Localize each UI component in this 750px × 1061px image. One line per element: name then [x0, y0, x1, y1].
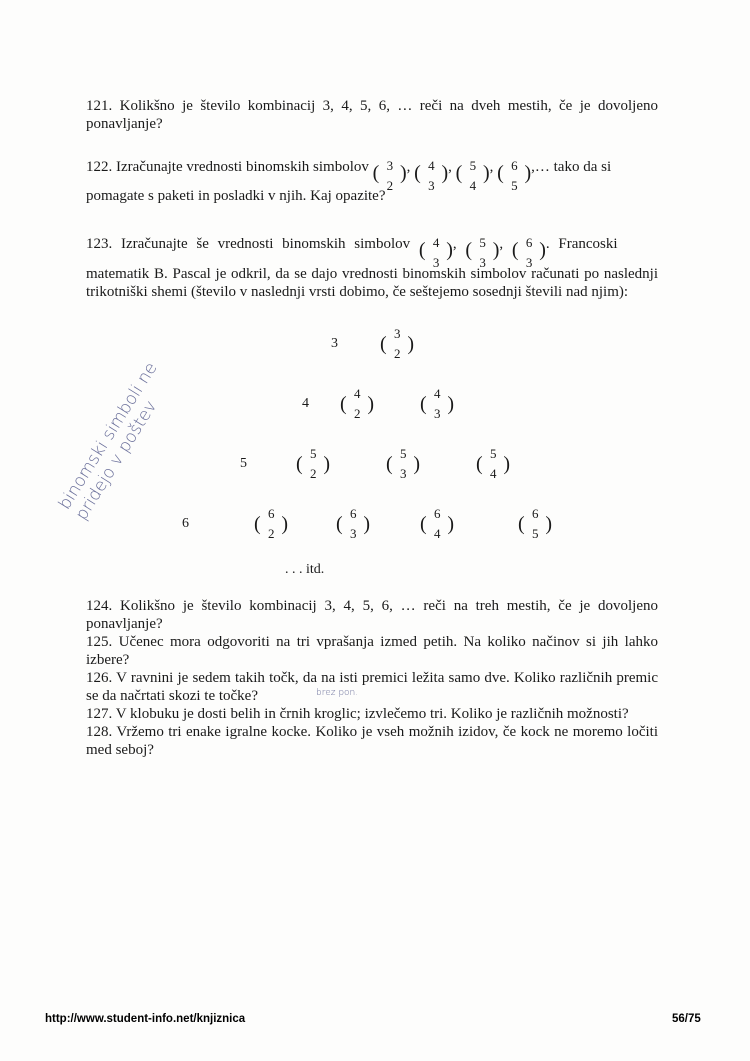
triangle-row-label: 3 — [331, 336, 338, 351]
binom-k: 4 — [469, 177, 477, 193]
binom-n: 5 — [400, 446, 407, 461]
binom-k: 3 — [350, 526, 357, 541]
binomial-symbol — [518, 508, 552, 542]
problem-128: 128. Vržemo tri enake igralne kocke. Koliko je vseh možnih izidov, če kock ne moremo ločiti med seboj? — [86, 724, 658, 758]
page-number: 56/75 — [672, 1013, 701, 1025]
binom-k: 3 — [525, 254, 533, 270]
right-paren: ) — [367, 393, 374, 415]
binomial-symbol — [336, 508, 370, 542]
problem-124: 124. Kolikšno je število kombinacij 3, 4, 5, 6, … reči na treh mestih, če je dovoljeno ponavljanje? — [86, 598, 658, 632]
binomial-symbol — [497, 151, 532, 193]
left-paren: ( — [296, 453, 303, 475]
problem-125: 125. Učenec mora odgovoriti na tri vprašanja izmed petih. Na koliko načinov si jih lahko izbere? — [86, 634, 658, 668]
binomial-symbol — [418, 228, 453, 270]
binom-n: 4 — [434, 386, 441, 401]
binom-k: 2 — [268, 526, 275, 541]
binom-n: 5 — [469, 157, 477, 173]
binom-n: 5 — [490, 446, 497, 461]
right-paren: ) — [441, 161, 449, 184]
binom-k: 5 — [511, 177, 518, 193]
binom-n: 6 — [350, 506, 357, 521]
binom-k: 2 — [310, 466, 317, 481]
right-paren: ) — [539, 238, 546, 261]
problem-122: 122. Izračunajte vrednosti binomskih simbolov ( 3 2 ) , ( 4 3 ) , ( 5 4 ) , ( 6 5 ) ,… tako da si — [86, 150, 658, 185]
binomial-symbol — [296, 448, 330, 482]
left-paren: ( — [518, 513, 525, 535]
binomial-symbol — [455, 151, 490, 193]
right-paren: ) — [447, 513, 454, 535]
problem-127: 127. V klobuku je dosti belih in črnih kroglic; izvlečemo tri. Koliko je različnih možnosti? — [86, 706, 629, 722]
right-paren: ) — [281, 513, 288, 535]
binom-k: 2 — [386, 177, 394, 193]
triangle-etc: . . . itd. — [285, 562, 325, 577]
left-paren: ( — [254, 513, 261, 535]
left-paren: ( — [465, 238, 473, 261]
left-paren: ( — [380, 333, 387, 355]
binom-k: 4 — [490, 466, 497, 481]
left-paren: ( — [420, 513, 427, 535]
left-paren: ( — [476, 453, 483, 475]
binomial-symbol — [465, 228, 500, 270]
binom-list: ( 4 3 ) , ( 5 3 ) , ( 6 3 ) — [419, 236, 546, 252]
left-paren: ( — [455, 161, 463, 184]
right-paren: ) — [447, 393, 454, 415]
triangle-row-label: 4 — [302, 396, 309, 411]
binom-n: 4 — [428, 157, 435, 173]
left-paren: ( — [418, 238, 426, 261]
binom-k: 3 — [434, 406, 441, 421]
left-paren: ( — [414, 161, 421, 184]
binom-n: 3 — [394, 326, 401, 341]
right-paren: ) — [492, 238, 500, 261]
left-paren: ( — [420, 393, 427, 415]
right-paren: ) — [482, 161, 490, 184]
problem-122-cont: pomagate s paketi in posladki v njih. Kaj opazite? — [86, 188, 386, 204]
left-paren: ( — [386, 453, 393, 475]
binom-n: 4 — [432, 234, 440, 250]
binom-k: 2 — [354, 406, 361, 421]
handwritten-note-126: brez pon. — [316, 688, 359, 698]
binomial-symbol — [340, 388, 374, 422]
binom-k: 3 — [428, 177, 435, 193]
binom-list: ( 3 2 ) , ( 4 3 ) , ( 5 4 ) , ( 6 5 ) — [373, 159, 532, 175]
triangle-row-label: 5 — [240, 456, 247, 471]
binom-k: 5 — [532, 526, 539, 541]
binomial-symbol — [476, 448, 510, 482]
problem-123-cont: matematik B. Pascal je odkril, da se dajo vrednosti binomskih simbolov računati po naslednji trikotniški shemi (število v naslednji vrsti dobimo, če seštejemo sosednji števili nad njim): — [86, 266, 658, 300]
binom-k: 3 — [432, 254, 440, 270]
right-paren: ) — [446, 238, 453, 261]
binom-n: 6 — [434, 506, 441, 521]
left-paren: ( — [497, 161, 504, 184]
binomial-symbol — [386, 448, 420, 482]
problem-121: 121. Kolikšno je število kombinacij 3, 4, 5, 6, … reči na dveh mestih, če je dovoljeno ponavljanje? — [86, 98, 658, 132]
right-paren: ) — [545, 513, 552, 535]
binomial-symbol — [511, 228, 546, 270]
left-paren: ( — [336, 513, 343, 535]
binom-k: 2 — [394, 346, 401, 361]
binomial-symbol — [420, 508, 454, 542]
left-paren: ( — [340, 393, 347, 415]
binom-n: 6 — [532, 506, 539, 521]
right-paren: ) — [413, 453, 420, 475]
right-paren: ) — [399, 161, 407, 184]
binom-n: 6 — [268, 506, 275, 521]
left-paren: ( — [372, 161, 380, 184]
left-paren: ( — [511, 238, 519, 261]
footer-url[interactable]: http://www.student-info.net/knjiznica — [45, 1013, 246, 1025]
binom-n: 4 — [354, 386, 361, 401]
binom-n: 6 — [511, 157, 518, 173]
binomial-symbol — [420, 388, 454, 422]
binom-k: 3 — [479, 254, 486, 270]
right-paren: ) — [524, 161, 532, 184]
binom-n: 6 — [525, 234, 533, 250]
problem-123: 123. Izračunajte še vrednosti binomskih simbolov ( 4 3 ) , ( 5 3 ) , ( 6 3 ) . Francoski — [86, 227, 658, 262]
problem-126: 126. V ravnini je sedem takih točk, da na isti premici ležita samo dve. Koliko različnih premic se da načrtati skozi te točke? — [86, 670, 658, 704]
binom-k: 3 — [400, 466, 407, 481]
right-paren: ) — [323, 453, 330, 475]
binom-n: 5 — [479, 234, 486, 250]
right-paren: ) — [503, 453, 510, 475]
binom-k: 4 — [434, 526, 441, 541]
binom-n: 3 — [386, 157, 394, 173]
binomial-symbol — [372, 151, 407, 193]
binom-n: 5 — [310, 446, 317, 461]
binomial-symbol — [380, 328, 414, 362]
right-paren: ) — [407, 333, 414, 355]
binomial-symbol — [254, 508, 288, 542]
right-paren: ) — [363, 513, 370, 535]
triangle-row-label: 6 — [182, 516, 189, 531]
handwritten-margin-note: binomski simboli ne pridejo v poštev — [54, 358, 162, 524]
binomial-symbol — [414, 151, 449, 193]
